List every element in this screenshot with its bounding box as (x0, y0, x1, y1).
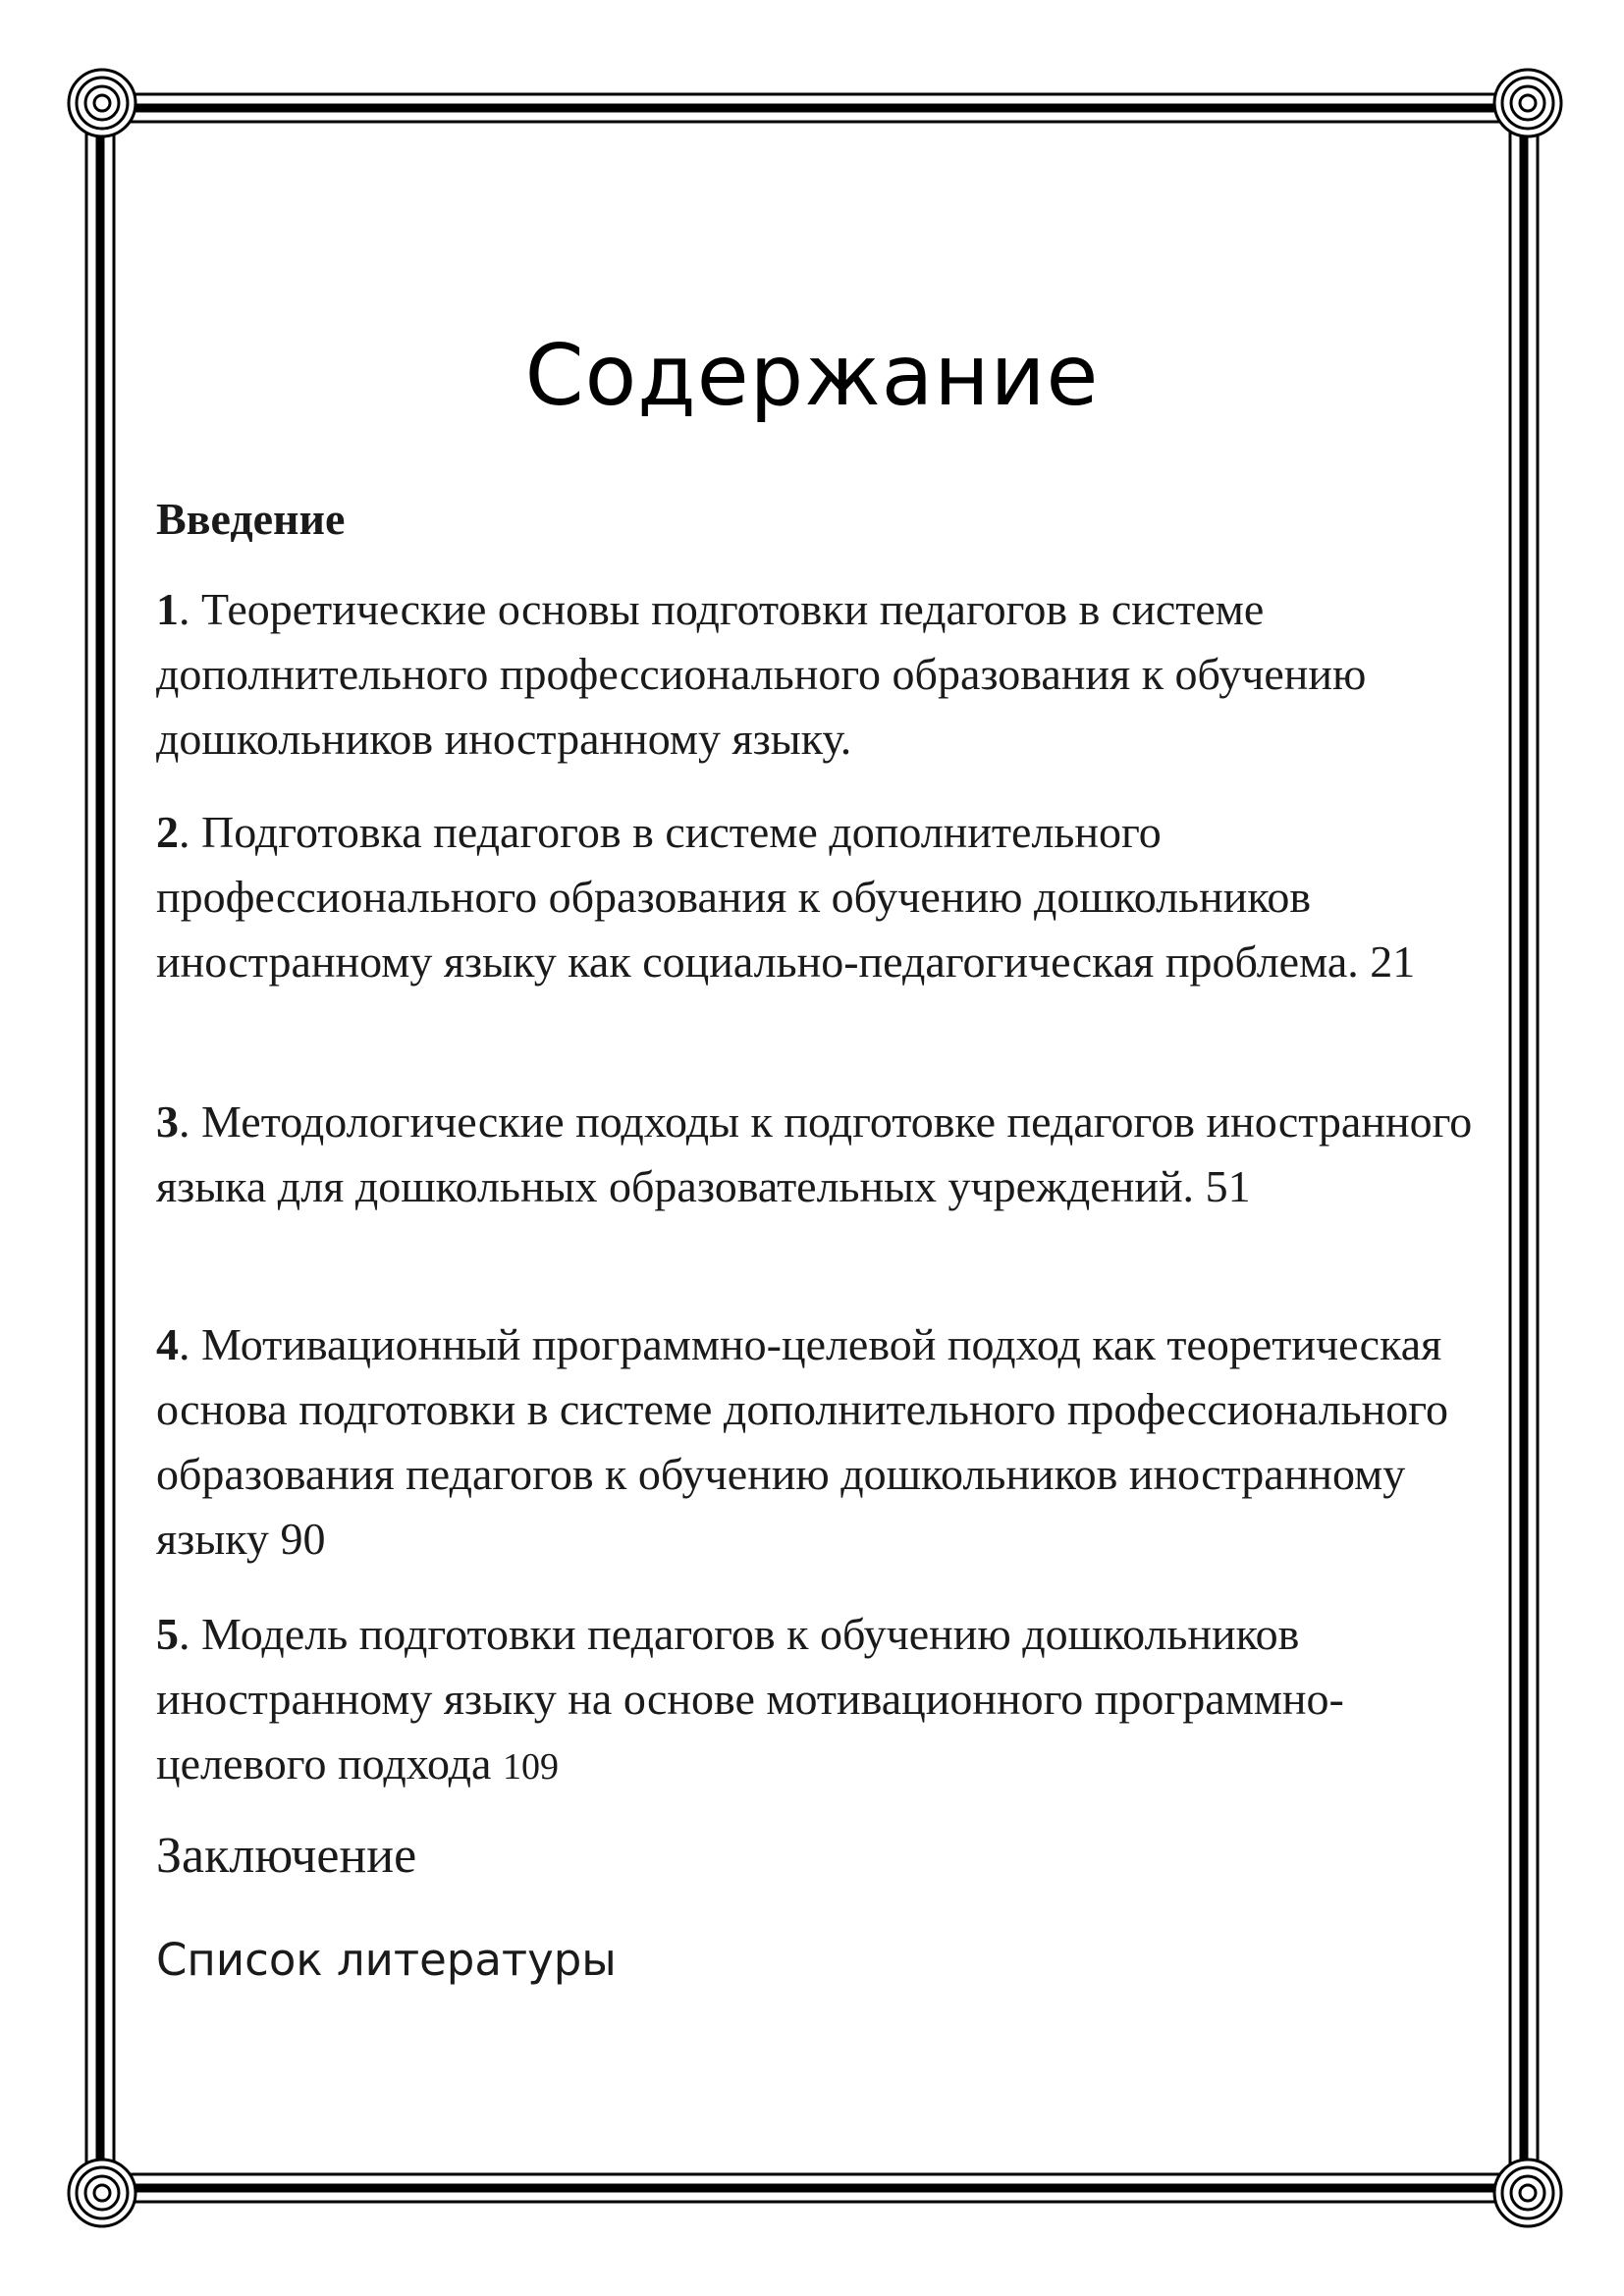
chapter-title: . Методологические подходы к подготовке педагогов иностранного языка для дошкольных образовательных учреждений. (156, 1096, 1473, 1211)
toc-chapter-1[interactable] (156, 577, 1491, 772)
corner-ornament-bottom-right (1494, 2160, 1561, 2226)
toc-chapter-4[interactable] (156, 1312, 1491, 1572)
toc-chapter-2[interactable] (156, 800, 1491, 994)
toc-references[interactable]: Список литературы (156, 1934, 617, 1986)
toc-chapter-5[interactable] (156, 1602, 1491, 1799)
chapter-title: . Модель подготовки педагогов к обучению дошкольников иностранному языку на основе мотивационного программно-целевого подхода (156, 1609, 1344, 1789)
toc-conclusion[interactable]: Заключение (156, 1828, 417, 1884)
chapter-number: 3 (156, 1096, 179, 1147)
chapter-page-number: 109 (502, 1746, 559, 1788)
chapter-number: 1 (156, 584, 179, 634)
toc-intro[interactable]: Введение (156, 494, 346, 544)
chapter-page-number: 21 (1370, 936, 1416, 987)
chapter-page-number: 51 (1205, 1161, 1251, 1211)
corner-ornament-top-right (1494, 70, 1561, 136)
toc-chapter-3[interactable] (156, 1090, 1491, 1219)
chapter-number: 5 (156, 1609, 179, 1659)
chapter-page-number: 90 (280, 1514, 326, 1564)
page-title: Содержание (524, 327, 1100, 425)
corner-ornament-bottom-left (69, 2160, 135, 2226)
chapter-number: 4 (156, 1319, 179, 1369)
chapter-title: . Теоретические основы подготовки педагогов в системе дополнительного профессионального образования к обучению дошкольников иностранному языку. (156, 584, 1367, 764)
chapter-number: 2 (156, 807, 179, 857)
chapter-title: . Мотивационный программно-целевой подход как теоретическая основа подготовки в системе дополнительного профессионального образования педагогов к обучению дошкольников иностранному языку (156, 1319, 1448, 1564)
corner-ornament-top-left (69, 70, 135, 136)
chapter-title: . Подготовка педагогов в системе дополнительного профессионального образования к обучению дошкольников иностранному языку как социально-педагогическая проблема. (156, 807, 1359, 987)
